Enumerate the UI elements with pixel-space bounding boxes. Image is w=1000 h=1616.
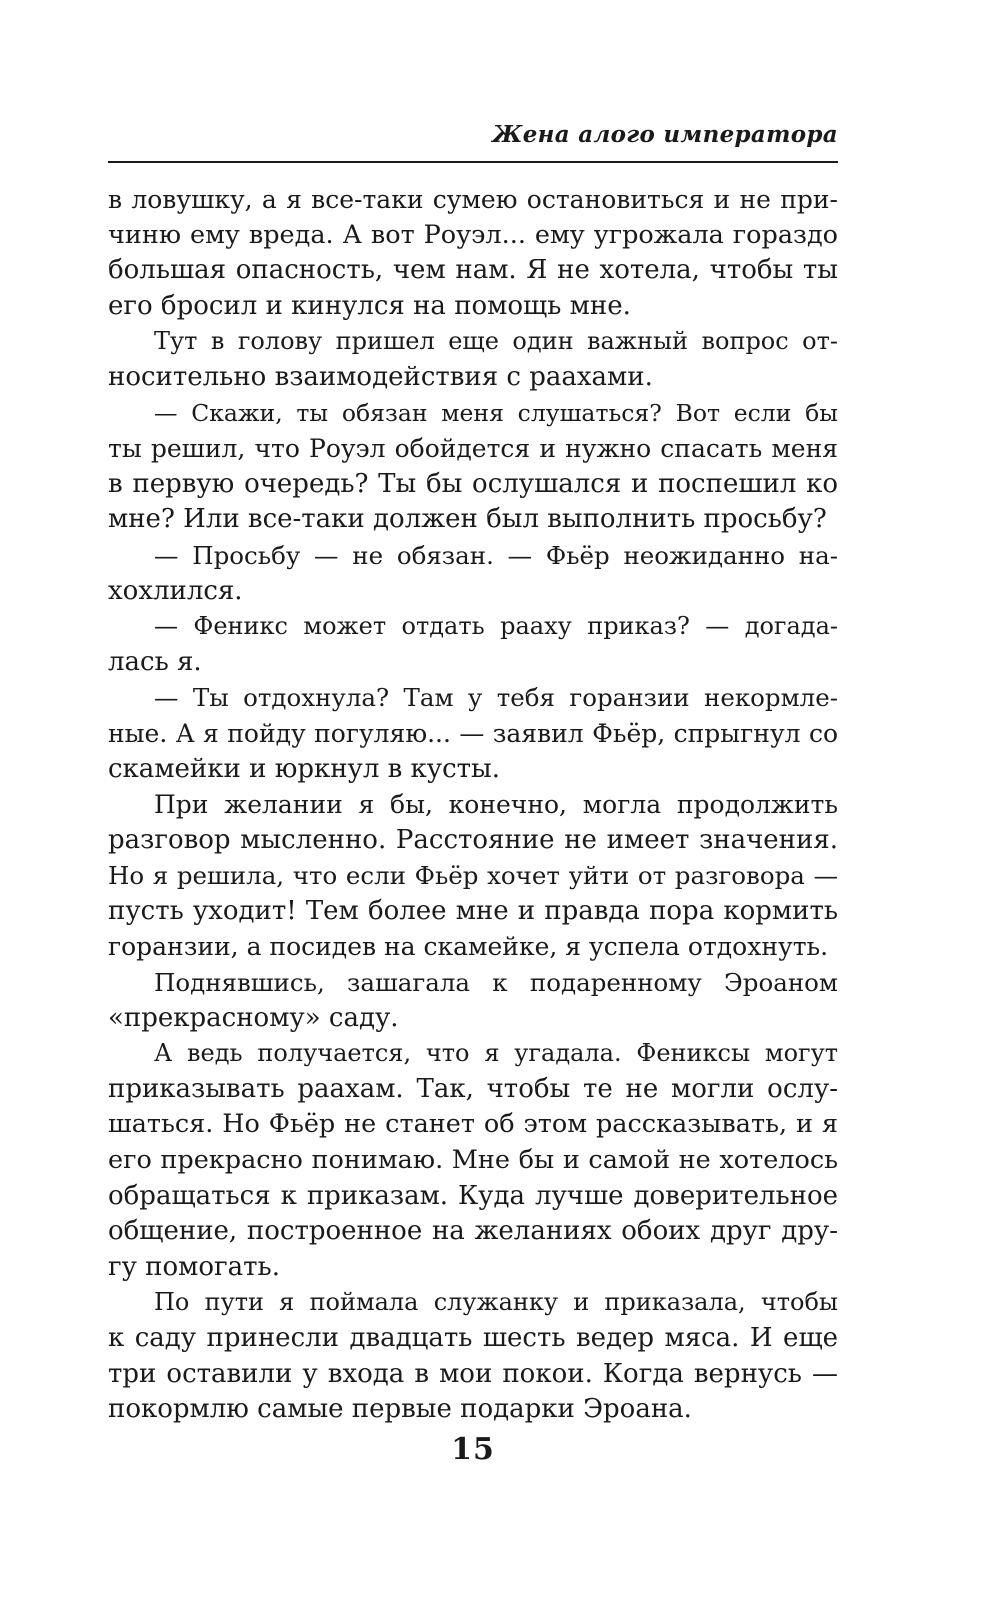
- text-line: — Просьбу — не обязан. — Фьёр неожиданно на-: [154, 540, 838, 570]
- text-line: ты решил, что Роуэл обойдется и нужно спасать меня: [108, 434, 838, 464]
- text-line: Поднявшись, зашагала к подаренному Эроаном: [154, 968, 838, 998]
- text-line: обращаться к приказам. Куда лучше доверительное: [108, 1180, 838, 1211]
- text-line: хохлился.: [108, 575, 243, 606]
- text-line: шаться. Но Фьёр не станет об этом рассказывать, и я: [108, 1109, 838, 1140]
- text-line: общение, построенное на желаниях обоих друг дру-: [108, 1216, 838, 1247]
- text-line: разговор мысленно. Расстояние не имеет значения.: [108, 824, 838, 855]
- text-line: пусть уходит! Тем более мне и правда пора кормить: [108, 895, 838, 926]
- text-line: носительно взаимодействия с раахами.: [108, 361, 653, 392]
- text-line: — Феникс может отдать рааху приказ? — догада-: [154, 612, 838, 641]
- header-divider: [108, 161, 838, 163]
- text-line: Но я решила, что если Фьёр хочет уйти от разговора —: [108, 861, 838, 891]
- running-head-title: Жена алого императора: [492, 121, 838, 148]
- text-line: покормлю самые первые подарки Эроана.: [108, 1394, 692, 1425]
- text-line: в первую очередь? Ты бы ослушался и поспешил ко: [108, 468, 838, 499]
- text-line: его прекрасно понимаю. Мне бы и самой не хотелось: [108, 1145, 838, 1176]
- text-line: «прекрасному» саду.: [108, 1002, 399, 1033]
- text-line: мне? Или все-таки должен был выполнить просьбу?: [108, 504, 827, 535]
- text-line: к саду принесли двадцать шесть ведер мяса. И еще: [108, 1323, 838, 1353]
- text-line: гу помогать.: [108, 1251, 280, 1282]
- text-line: — Ты отдохнула? Там у тебя горанзии некормле-: [154, 683, 838, 713]
- text-line: скамейки и юркнул в кусты.: [108, 753, 500, 784]
- text-line: чиню ему вреда. А вот Роуэл... ему угрожала гораздо: [108, 219, 838, 250]
- text-line: По пути я поймала служанку и приказала, чтобы: [154, 1288, 838, 1317]
- page-number: 15: [451, 1432, 495, 1467]
- body-text: [108, 182, 838, 1428]
- text-line: А ведь получается, что я угадала. Фениксы могут: [154, 1039, 838, 1068]
- text-line: ные. А я пойду погуляю... — заявил Фьёр, спрыгнул со: [108, 718, 838, 748]
- text-line: в ловушку, а я все-таки сумею остановиться и не при-: [108, 185, 838, 214]
- text-line: лась я.: [108, 646, 202, 677]
- text-line: При желании я бы, конечно, могла продолжить: [154, 790, 838, 820]
- text-line: — Скажи, ты обязан меня слушаться? Вот если бы: [154, 398, 838, 427]
- text-line: горанзии, а посидев на скамейке, я успела отдохнуть.: [108, 932, 829, 962]
- text-line: приказывать раахам. Так, чтобы те не могли ослу-: [108, 1073, 838, 1104]
- text-line: большая опасность, чем нам. Я не хотела, чтобы ты: [108, 255, 838, 286]
- text-line: его бросил и кинулся на помощь мне.: [108, 290, 631, 321]
- text-line: Тут в голову пришел еще один важный вопрос от-: [154, 327, 838, 356]
- text-line: три оставили у входа в мои покои. Когда вернусь —: [108, 1358, 838, 1389]
